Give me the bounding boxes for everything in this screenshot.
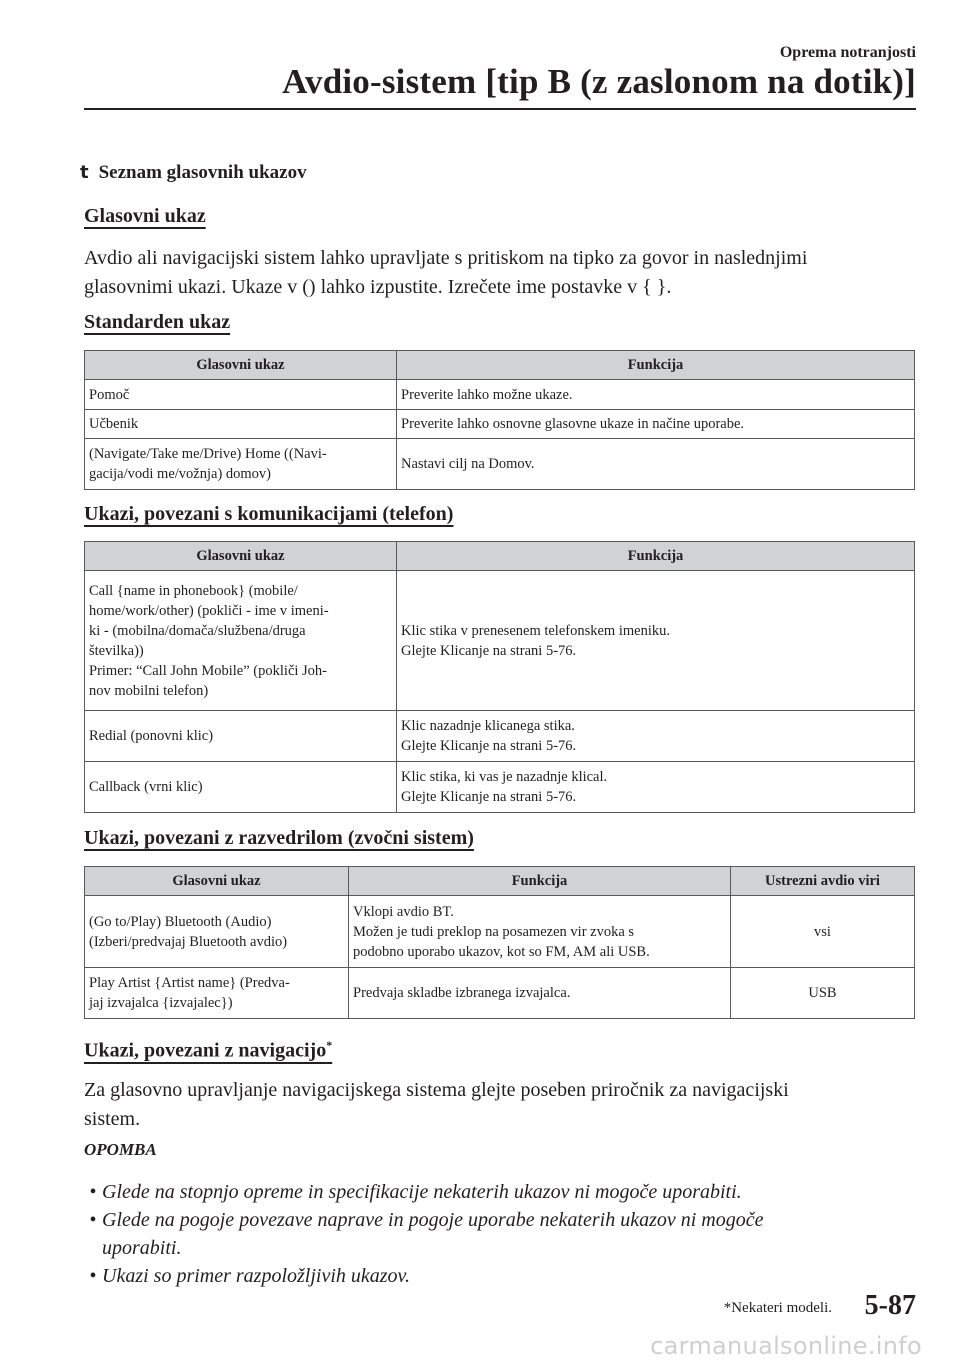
voice-command-description: Avdio ali navigacijski sistem lahko upravljate s pritiskom na tipko za govor in naslednjimi glasovnimi ukazi. Ukaze v () lahko izpustite. Izrečete ime postavke v { }.	[84, 247, 808, 298]
navigation-command-heading: Ukazi, povezani z navigacijo*	[84, 1038, 333, 1062]
square-bullet-icon: t	[80, 162, 89, 183]
table-row	[85, 380, 915, 410]
standard-command-heading: Standarden ukaz	[84, 311, 231, 333]
entertainment-command-heading: Ukazi, povezani z razvedrilom (zvočni sistem)	[84, 827, 474, 849]
table-cell: Call {name in phonebook} (mobile/ home/work/other) (pokliči - ime v imeni- ki - (mobilna/domača/službena/druga številka)) Primer: “Call John Mobile” (pokliči Joh- nov mobilni telefon)	[85, 571, 397, 711]
column-header: Glasovni ukaz	[85, 351, 397, 380]
table-cell: Redial (ponovni klic)	[85, 711, 397, 762]
bullet-icon: •	[89, 1209, 97, 1231]
footnote-mark: *	[326, 1038, 333, 1052]
column-header: Funkcija	[397, 351, 915, 380]
phone-command-heading: Ukazi, povezani s komunikacijami (telefon)	[84, 503, 454, 525]
column-header: Funkcija	[397, 542, 915, 571]
section-title: Oprema notranjosti	[779, 44, 916, 61]
table-cell: Predvaja skladbe izbranega izvajalca.	[349, 968, 731, 1019]
column-header: Ustrezni avdio viri	[731, 867, 915, 896]
section-heading-text: Seznam glasovnih ukazov	[98, 162, 307, 183]
note-item: • Ukazi so primer razpoložljivih ukazov.	[84, 1262, 914, 1290]
table-row	[85, 711, 915, 762]
voice-command-heading: Glasovni ukaz	[84, 205, 206, 227]
table-row	[85, 410, 915, 439]
table-cell: Klic stika v prenesenem telefonskem imeniku. Glejte Klicanje na strani 5-76.	[397, 571, 915, 711]
table-row	[85, 896, 915, 968]
standard-command-table	[84, 350, 915, 490]
table-cell: Pomoč	[85, 380, 397, 410]
table-cell: vsi	[731, 896, 915, 968]
footnote: *Nekateri modeli.	[723, 1300, 832, 1316]
column-header: Funkcija	[349, 867, 731, 896]
table-cell: Play Artist {Artist name} (Predva- jaj izvajalca {izvajalec})	[85, 968, 349, 1019]
table-row	[85, 762, 915, 813]
page-number: 5-87	[864, 1290, 916, 1321]
table-header-row	[85, 867, 915, 896]
note-title: OPOMBA	[84, 1140, 157, 1159]
navigation-description: Za glasovno upravljanje navigacijskega sistema glejte poseben priročnik za navigacijski sistem.	[84, 1079, 789, 1130]
note-item: • Glede na pogoje povezave naprave in pogoje uporabe nekaterih ukazov ni mogoče uporabiti.	[84, 1206, 914, 1262]
entertainment-command-table	[84, 866, 915, 1019]
table-cell: Klic nazadnje klicanega stika. Glejte Klicanje na strani 5-76.	[397, 711, 915, 762]
phone-command-table	[84, 541, 915, 813]
table-cell: Nastavi cilj na Domov.	[397, 439, 915, 490]
table-row	[85, 968, 915, 1019]
bullet-icon: •	[89, 1265, 97, 1287]
note-item: • Glede na stopnjo opreme in specifikacije nekaterih ukazov ni mogoče uporabiti.	[84, 1178, 914, 1206]
column-header: Glasovni ukaz	[85, 867, 349, 896]
table-cell: Vklopi avdio BT. Možen je tudi preklop na posamezen vir zvoka s podobno uporabo ukazov, kot so FM, AM ali USB.	[349, 896, 731, 968]
header-rule	[84, 108, 916, 110]
table-cell: Callback (vrni klic)	[85, 762, 397, 813]
section-heading	[80, 162, 307, 184]
table-cell: Klic stika, ki vas je nazadnje klical. Glejte Klicanje na strani 5-76.	[397, 762, 915, 813]
table-cell: (Go to/Play) Bluetooth (Audio) (Izberi/predvajaj Bluetooth avdio)	[85, 896, 349, 968]
table-cell: USB	[731, 968, 915, 1019]
column-header: Glasovni ukaz	[85, 542, 397, 571]
table-header-row	[85, 542, 915, 571]
page-title: Avdio-sistem [tip B (z zaslonom na dotik)]	[282, 62, 916, 101]
table-cell: Preverite lahko osnovne glasovne ukaze in načine uporabe.	[397, 410, 915, 439]
table-row	[85, 571, 915, 711]
table-cell: Učbenik	[85, 410, 397, 439]
table-row	[85, 439, 915, 490]
watermark: carmanualsonline.info	[650, 1332, 922, 1360]
table-header-row	[85, 351, 915, 380]
table-cell: (Navigate/Take me/Drive) Home ((Navi- gacija/vodi me/vožnja) domov)	[85, 439, 397, 490]
table-cell: Preverite lahko možne ukaze.	[397, 380, 915, 410]
bullet-icon: •	[89, 1181, 97, 1203]
